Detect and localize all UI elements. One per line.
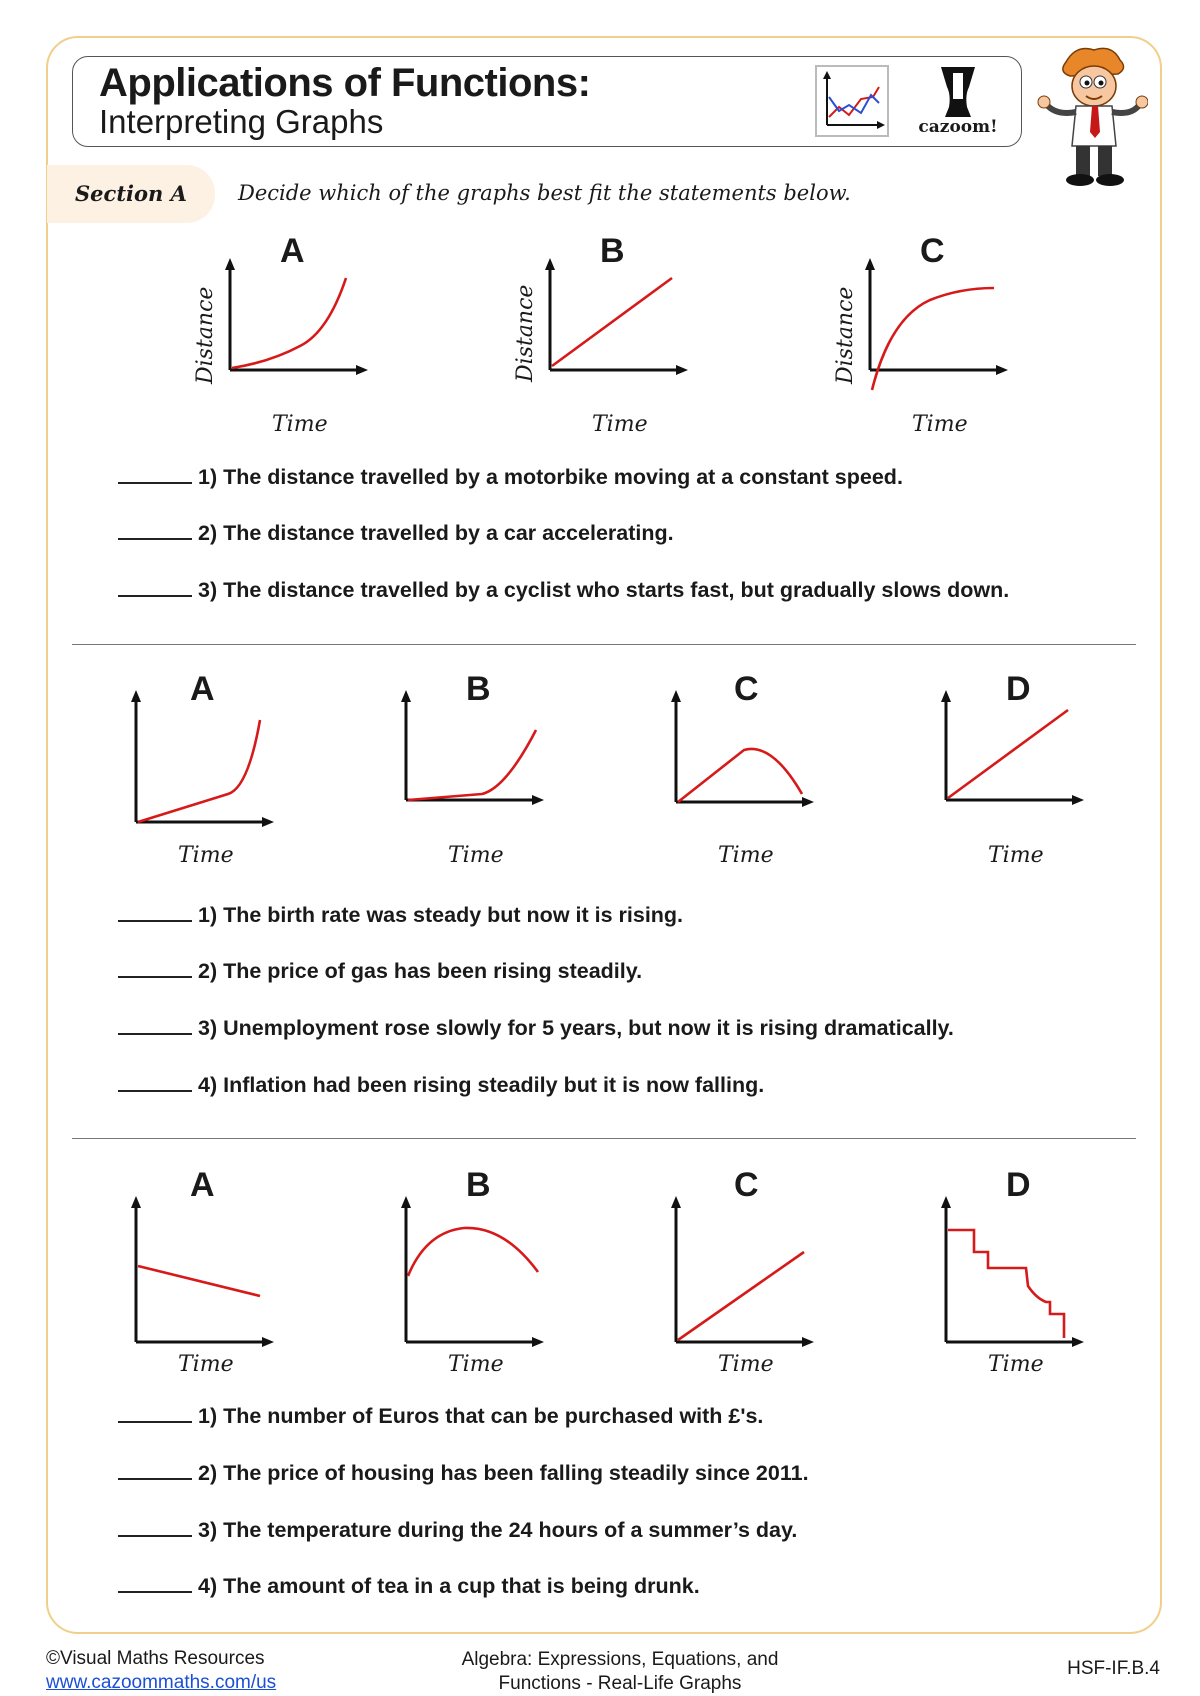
answer-blank[interactable] — [118, 466, 192, 484]
question-3-1: 1) The number of Euros that can be purchased with £'s. — [118, 1404, 763, 1434]
graph-3b — [398, 1196, 558, 1366]
graph-3d — [938, 1196, 1098, 1366]
axis-label-x: Time — [718, 1352, 774, 1377]
section-tab — [47, 165, 215, 223]
x-axis-arrow — [676, 365, 688, 375]
graph-1b — [542, 258, 702, 428]
graph-2b — [398, 690, 558, 860]
line-chart-icon — [815, 65, 889, 137]
graph-curve — [408, 730, 536, 800]
graph-label: C — [734, 1166, 759, 1204]
question-2-1: 1) The birth rate was steady but now it is rising. — [118, 903, 683, 933]
x-axis-arrow — [532, 1337, 544, 1347]
graph-1c — [862, 258, 1022, 428]
topic: Algebra: Expressions, Equations, and Functions - Real-Life Graphs — [461, 1649, 779, 1694]
graph-curve — [872, 288, 994, 390]
question-1-1: 1) The distance travelled by a motorbike moving at a constant speed. — [118, 465, 903, 495]
graph-curve — [948, 1230, 1064, 1338]
copyright: ©Visual Maths Resources — [46, 1648, 265, 1669]
axis-label-y: Distance — [833, 286, 858, 384]
question-1-2: 2) The distance travelled by a car accelerating. — [118, 521, 674, 551]
y-axis-arrow — [671, 1196, 681, 1208]
y-axis-arrow — [865, 258, 875, 270]
graph-curve — [138, 720, 260, 822]
x-axis-arrow — [802, 1337, 814, 1347]
axis-label-x: Time — [988, 1352, 1044, 1377]
standard-code: HSF-IF.B.4 — [1067, 1658, 1160, 1679]
graph-3a — [128, 1196, 288, 1366]
x-axis-arrow — [262, 1337, 274, 1347]
graph-2c — [668, 690, 828, 860]
answer-blank[interactable] — [118, 1575, 192, 1593]
graph-label: A — [190, 670, 215, 708]
axis-label-y: Distance — [513, 284, 538, 382]
title-banner — [72, 56, 1022, 147]
graph-3c — [668, 1196, 828, 1366]
y-axis-arrow — [131, 690, 141, 702]
question-1-3: 3) The distance travelled by a cyclist who starts fast, but gradually slows down. — [118, 578, 1009, 608]
y-axis-arrow — [131, 1196, 141, 1208]
graph-2d — [938, 690, 1098, 860]
question-3-4: 4) The amount of tea in a cup that is being drunk. — [118, 1574, 700, 1604]
graph-label: D — [1006, 670, 1031, 708]
x-axis-arrow — [996, 365, 1008, 375]
divider — [72, 644, 1136, 645]
graph-label: B — [466, 670, 491, 708]
axis-label-x: Time — [988, 843, 1044, 868]
answer-blank[interactable] — [118, 960, 192, 978]
x-axis-arrow — [802, 797, 814, 807]
x-axis-arrow — [532, 795, 544, 805]
instructions: Decide which of the graphs best fit the statements below. — [238, 181, 851, 205]
question-2-4: 4) Inflation had been rising steadily but it is now falling. — [118, 1073, 764, 1103]
section-label: Section A — [75, 181, 187, 206]
graph-curve — [232, 278, 346, 368]
axis-label-x: Time — [272, 412, 328, 437]
page-subtitle: Interpreting Graphs — [99, 103, 384, 140]
y-axis-arrow — [545, 258, 555, 270]
answer-blank[interactable] — [118, 1462, 192, 1480]
y-axis-arrow — [941, 690, 951, 702]
y-axis-arrow — [225, 258, 235, 270]
y-axis-arrow — [401, 690, 411, 702]
x-axis-arrow — [1072, 795, 1084, 805]
answer-blank[interactable] — [118, 579, 192, 597]
y-axis-arrow — [941, 1196, 951, 1208]
graph-label: A — [280, 232, 305, 270]
graph-label: A — [190, 1166, 215, 1204]
axis-label-y: Distance — [193, 286, 218, 384]
graph-curve — [408, 1228, 538, 1276]
question-2-2: 2) The price of gas has been rising steadily. — [118, 959, 642, 989]
answer-blank[interactable] — [118, 904, 192, 922]
question-3-2: 2) The price of housing has been falling steadily since 2011. — [118, 1461, 809, 1491]
graph-label: D — [1006, 1166, 1031, 1204]
axis-label-x: Time — [592, 412, 648, 437]
axis-label-x: Time — [178, 1352, 234, 1377]
y-axis-arrow — [401, 1196, 411, 1208]
graph-1a — [222, 258, 382, 428]
x-axis-arrow — [356, 365, 368, 375]
graph-curve — [678, 1252, 804, 1340]
axis-label-x: Time — [448, 1352, 504, 1377]
graph-label: B — [466, 1166, 491, 1204]
website-link[interactable]: www.cazoommaths.com/us — [46, 1672, 277, 1693]
graph-label: C — [920, 232, 945, 270]
y-axis-arrow — [671, 690, 681, 702]
answer-blank[interactable] — [118, 1074, 192, 1092]
answer-blank[interactable] — [118, 522, 192, 540]
answer-blank[interactable] — [118, 1405, 192, 1423]
graph-2a — [128, 690, 288, 860]
graph-curve — [948, 710, 1068, 798]
answer-blank[interactable] — [118, 1017, 192, 1035]
graph-label: B — [600, 232, 625, 270]
graph-curve — [678, 749, 802, 802]
cartoon-mascot — [1036, 42, 1148, 190]
x-axis-arrow — [262, 817, 274, 827]
axis-label-x: Time — [912, 412, 968, 437]
divider — [72, 1138, 1136, 1139]
cazoom-logo — [903, 63, 1013, 141]
graph-label: C — [734, 670, 759, 708]
axis-label-x: Time — [718, 843, 774, 868]
graph-curve — [138, 1266, 260, 1296]
question-2-3: 3) Unemployment rose slowly for 5 years, but now it is rising dramatically. — [118, 1016, 954, 1046]
page-title: Applications of Functions: — [99, 61, 591, 105]
logo-text: cazoom! — [918, 117, 998, 137]
x-axis-arrow — [1072, 1337, 1084, 1347]
axis-label-x: Time — [448, 843, 504, 868]
axis-label-x: Time — [178, 843, 234, 868]
answer-blank[interactable] — [118, 1519, 192, 1537]
graph-curve — [552, 278, 672, 366]
question-3-3: 3) The temperature during the 24 hours of a summer’s day. — [118, 1518, 797, 1548]
